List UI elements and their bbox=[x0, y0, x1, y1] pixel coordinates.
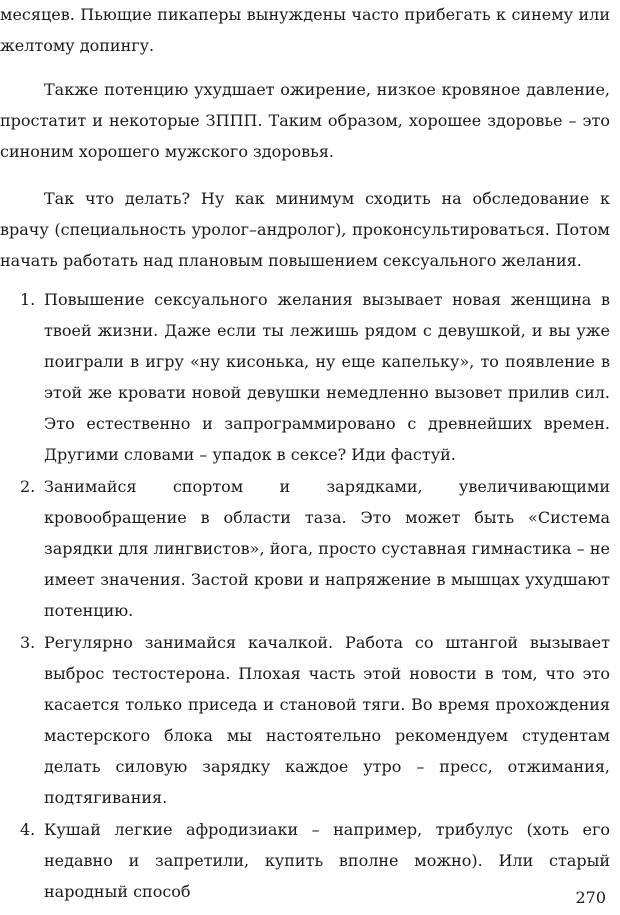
paragraph-potency-factors: Также потенцию ухудшает ожирение, низкое кровяное давление, простатит и некоторые ЗППП. Таким образом, хорошее здоровье – это синоним хорошего мужского здоровья. bbox=[0, 80, 610, 161]
numbered-list bbox=[0, 284, 610, 907]
paragraph-continuation: месяцев. Пьющие пикаперы вынуждены часто прибегать к синему или желтому допингу. bbox=[0, 5, 610, 55]
list-item-number: 2. bbox=[20, 477, 36, 496]
list-item-text: Занимайся спортом и зарядками, увеличивающими кровообращение в области таза. Это может быть «Система зарядки для лингвистов», йога, просто суставная гимнастика – не имеет значения. Застой крови и напряжение в мышцах ухудшают потенцию. bbox=[44, 477, 610, 620]
list-item-number: 1. bbox=[20, 290, 36, 309]
list-item-text: Регулярно занимайся качалкой. Работа со штангой вызывает выброс тестостерона. Плохая часть этой новости в том, что это касается только приседа и становой тяги. Во время прохождения мастерского блока мы настоятельно рекомендуем студентам делать силовую зарядку каждое утро – пресс, отжимания, подтягивания. bbox=[44, 633, 610, 807]
list-item-number: 4. bbox=[20, 820, 36, 839]
list-item-number: 3. bbox=[20, 633, 36, 652]
list-item bbox=[0, 814, 610, 907]
list-item bbox=[0, 627, 610, 813]
list-item-text: Кушай легкие афродизиаки – например, трибулус (хоть его недавно и запретили, купить вполне можно). Или старый народный способ bbox=[44, 820, 610, 901]
list-item bbox=[0, 471, 610, 626]
page-number: 270 bbox=[575, 888, 606, 907]
list-item-text: Повышение сексуального желания вызывает новая женщина в твоей жизни. Даже если ты лежишь рядом с девушкой, и вы уже поиграли в игру «ну кисонька, ну еще капельку», то появление в этой же кровати новой девушки немедленно вызовет прилив сил. Это естественно и запрограммировано с древнейших времен. Другими словами – упадок в сексе? Иди фастуй. bbox=[44, 290, 610, 464]
paragraph-what-to-do: Так что делать? Ну как минимум сходить на обследование к врачу (специальность уролог–андролог), проконсультироваться. Потом начать работать над плановым повышением сексуального желания. bbox=[0, 189, 610, 270]
list-item bbox=[0, 284, 610, 470]
